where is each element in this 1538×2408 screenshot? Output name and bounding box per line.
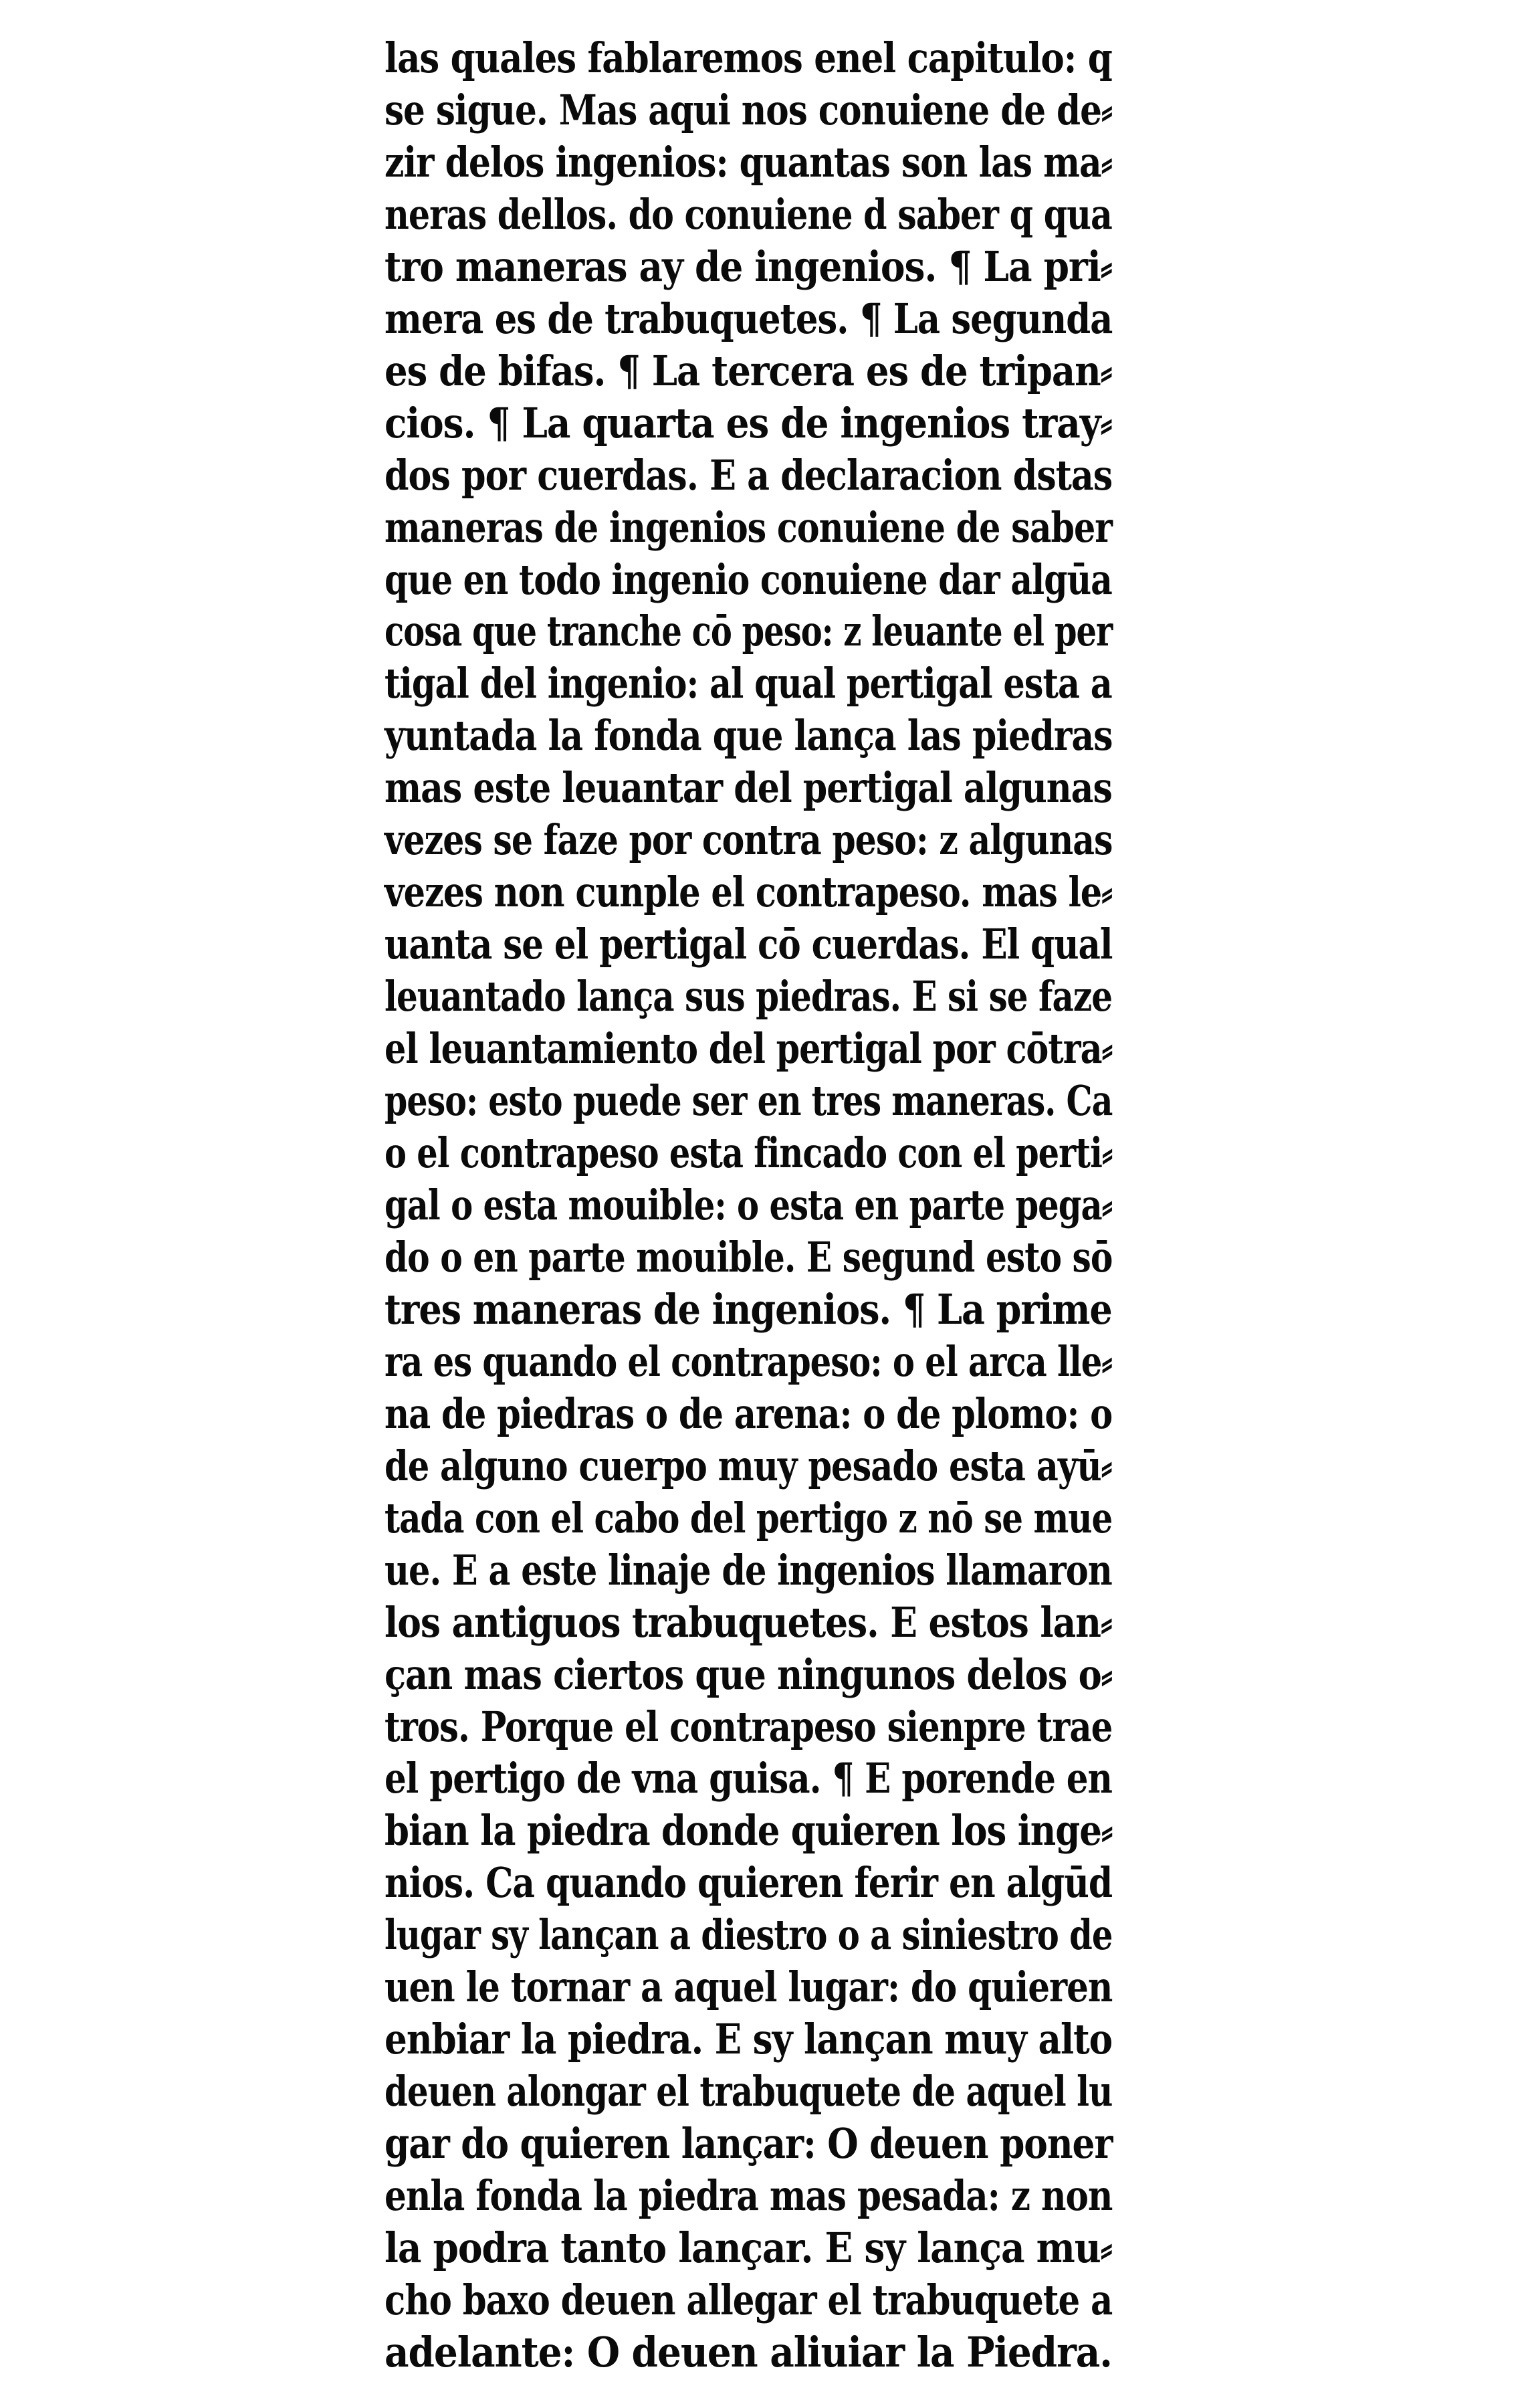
text-line: çan mas ciertos que ningunos delos o⸗	[384, 1649, 1113, 1699]
text-line: uanta se el pertigal cō cuerdas. El qual	[384, 920, 1113, 969]
text-line: zir delos ingenios: quantas son las ma⸗	[384, 137, 1112, 187]
text-line: maneras de ingenios conuiene de saber	[384, 502, 1112, 552]
text-line: ra es quando el contrapeso: o el arca lle⸗	[384, 1336, 1112, 1386]
text-line: cho baxo deuen allegar el trabuquete a	[384, 2275, 1113, 2324]
text-column	[384, 35, 1167, 2376]
text-line: leuantado lança sus piedras. E si se faze	[384, 972, 1113, 1021]
text-line: de alguno cuerpo muy pesado esta ayū⸗	[384, 1441, 1112, 1490]
text-line: la podra tanto lançar. E sy lança mu⸗	[384, 2223, 1112, 2273]
text-line: tigal del ingenio: al qual pertigal esta a	[384, 659, 1112, 708]
text-line: yuntada la fonda que lança las piedras	[384, 711, 1113, 761]
text-line: enla fonda la piedra mas pesada: z non	[384, 2171, 1113, 2221]
text-line: el leuantamiento del pertigal por cōtra⸗	[384, 1024, 1113, 1074]
text-line: deuen alongar el trabuquete de aquel lu	[384, 2067, 1113, 2116]
text-line: uen le tornar a aquel lugar: do quieren	[384, 1963, 1113, 2012]
text-line: lugar sy lançan a diestro o a siniestro de	[384, 1910, 1113, 1960]
text-line: vezes non cunple el contrapeso. mas le⸗	[384, 868, 1113, 917]
text-line: gar do quieren lançar: O deuen poner	[384, 2119, 1113, 2169]
text-line: adelante: O deuen aliuiar la Piedra.	[384, 2327, 1112, 2377]
text-line: las quales fablaremos enel capitulo: q	[384, 33, 1112, 82]
text-line: na de piedras o de arena: o de plomo: o	[384, 1389, 1113, 1438]
text-line: tres maneras de ingenios. ¶ La prime	[384, 1284, 1112, 1334]
text-line: cosa que tranche cō peso: z leuante el per	[384, 607, 1113, 656]
text-line: que en todo ingenio conuiene dar algūa	[384, 555, 1112, 604]
text-line: nios. Ca quando quieren ferir en algūd	[384, 1858, 1113, 1908]
text-line: es de bifas. ¶ La tercera es de tripan⸗	[384, 346, 1112, 395]
text-line: enbiar la piedra. E sy lançan muy alto	[384, 2015, 1113, 2064]
text-line: bian la piedra donde quieren los inge⸗	[384, 1806, 1113, 1855]
text-line: dos por cuerdas. E a declaracion dstas	[384, 450, 1113, 500]
text-line: neras dellos. do conuiene d saber q qua	[384, 189, 1112, 239]
text-line: tro maneras ay de ingenios. ¶ La pri⸗	[384, 241, 1112, 291]
text-line: se sigue. Mas aqui nos conuiene de de⸗	[384, 85, 1113, 134]
text-line: tros. Porque el contrapeso sienpre trae	[384, 1702, 1113, 1751]
text-line: peso: esto puede ser en tres maneras. Ca	[384, 1076, 1113, 1126]
text-line: mera es de trabuquetes. ¶ La segunda	[384, 294, 1113, 343]
text-line: cios. ¶ La quarta es de ingenios tray⸗	[384, 398, 1112, 447]
text-line: vezes se faze por contra peso: z algunas	[384, 815, 1113, 865]
text-line: gal o esta mouible: o esta en parte pega⸗	[384, 1180, 1113, 1229]
text-line: tada con el cabo del pertigo z nō se mue	[384, 1493, 1113, 1542]
text-line: mas este leuantar del pertigal algunas	[384, 763, 1112, 813]
text-line: o el contrapeso esta fincado con el perti⸗	[384, 1128, 1113, 1178]
text-line: el pertigo de vna guisa. ¶ E porende en	[384, 1754, 1112, 1803]
text-line: ue. E a este linaje de ingenios llamaron	[384, 1545, 1112, 1595]
text-line: los antiguos trabuquetes. E estos lan⸗	[384, 1597, 1112, 1647]
text-line: do o en parte mouible. E segund esto sō	[384, 1232, 1113, 1282]
